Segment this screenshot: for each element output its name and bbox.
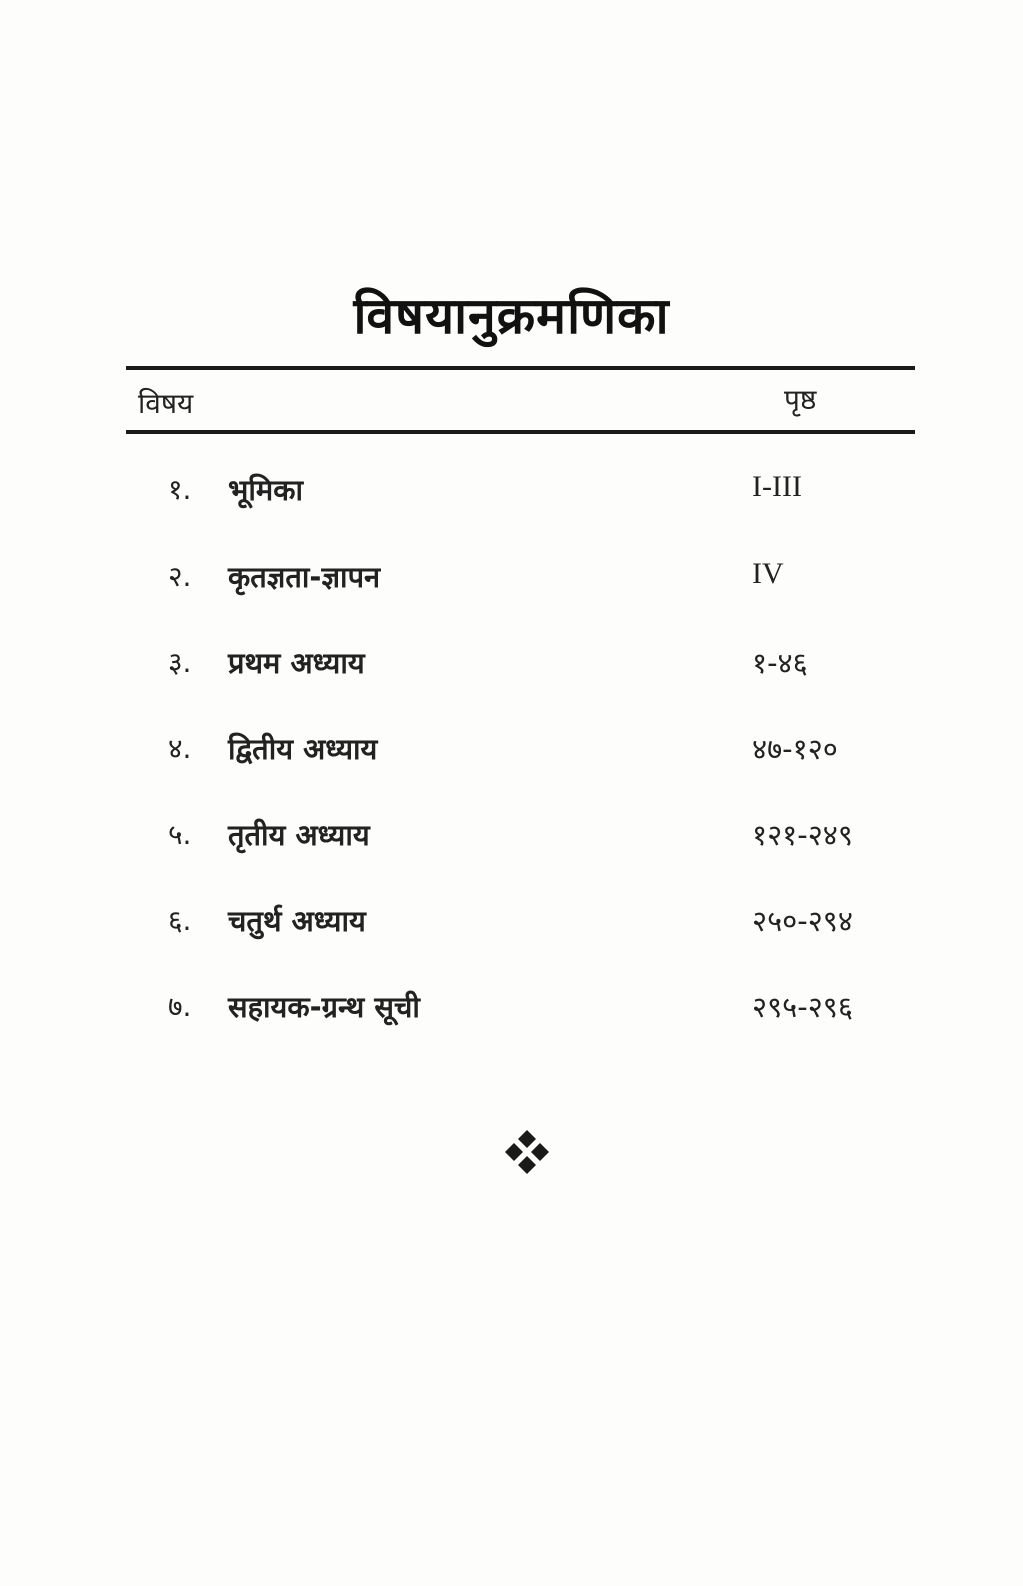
entry-number: ४. <box>168 732 192 765</box>
entry-label: कृतज्ञता-ज्ञापन <box>228 560 381 594</box>
entry-number: १. <box>168 473 192 506</box>
entry-label: भूमिका <box>228 473 304 507</box>
toc-entry <box>0 729 1023 779</box>
entry-pages: २९५-२९६ <box>752 990 853 1024</box>
entry-pages: IV <box>752 557 784 590</box>
toc-entry <box>0 901 1023 951</box>
entry-label: प्रथम अध्याय <box>228 646 365 680</box>
toc-entry <box>0 643 1023 693</box>
toc-entry <box>0 987 1023 1037</box>
entry-number: ७. <box>168 990 192 1023</box>
entry-pages: २५०-२९४ <box>752 904 853 938</box>
header-bottom-rule <box>126 430 915 434</box>
four-diamond-ornament-icon <box>503 1128 551 1176</box>
header-top-rule <box>126 366 915 370</box>
entry-label: सहायक-ग्रन्थ सूची <box>228 990 420 1024</box>
toc-entry <box>0 815 1023 865</box>
entry-number: ३. <box>168 646 192 679</box>
entry-pages: ४७-१२० <box>752 732 838 766</box>
entry-number: ५. <box>168 818 192 851</box>
toc-entry <box>0 557 1023 607</box>
entry-pages: I-III <box>752 470 802 503</box>
entry-label: चतुर्थ अध्याय <box>228 904 366 938</box>
entry-label: द्वितीय अध्याय <box>228 732 378 766</box>
entry-number: २. <box>168 560 192 593</box>
page-column-header: पृष्ठ <box>784 383 817 416</box>
subject-column-header: विषय <box>138 387 194 420</box>
entry-pages: १२१-२४९ <box>752 818 853 852</box>
toc-entry <box>0 470 1023 520</box>
entry-pages: १-४६ <box>752 646 808 680</box>
entry-number: ६. <box>168 904 192 937</box>
entry-label: तृतीय अध्याय <box>228 818 370 852</box>
page-title: विषयानुक्रमणिका <box>353 287 670 345</box>
